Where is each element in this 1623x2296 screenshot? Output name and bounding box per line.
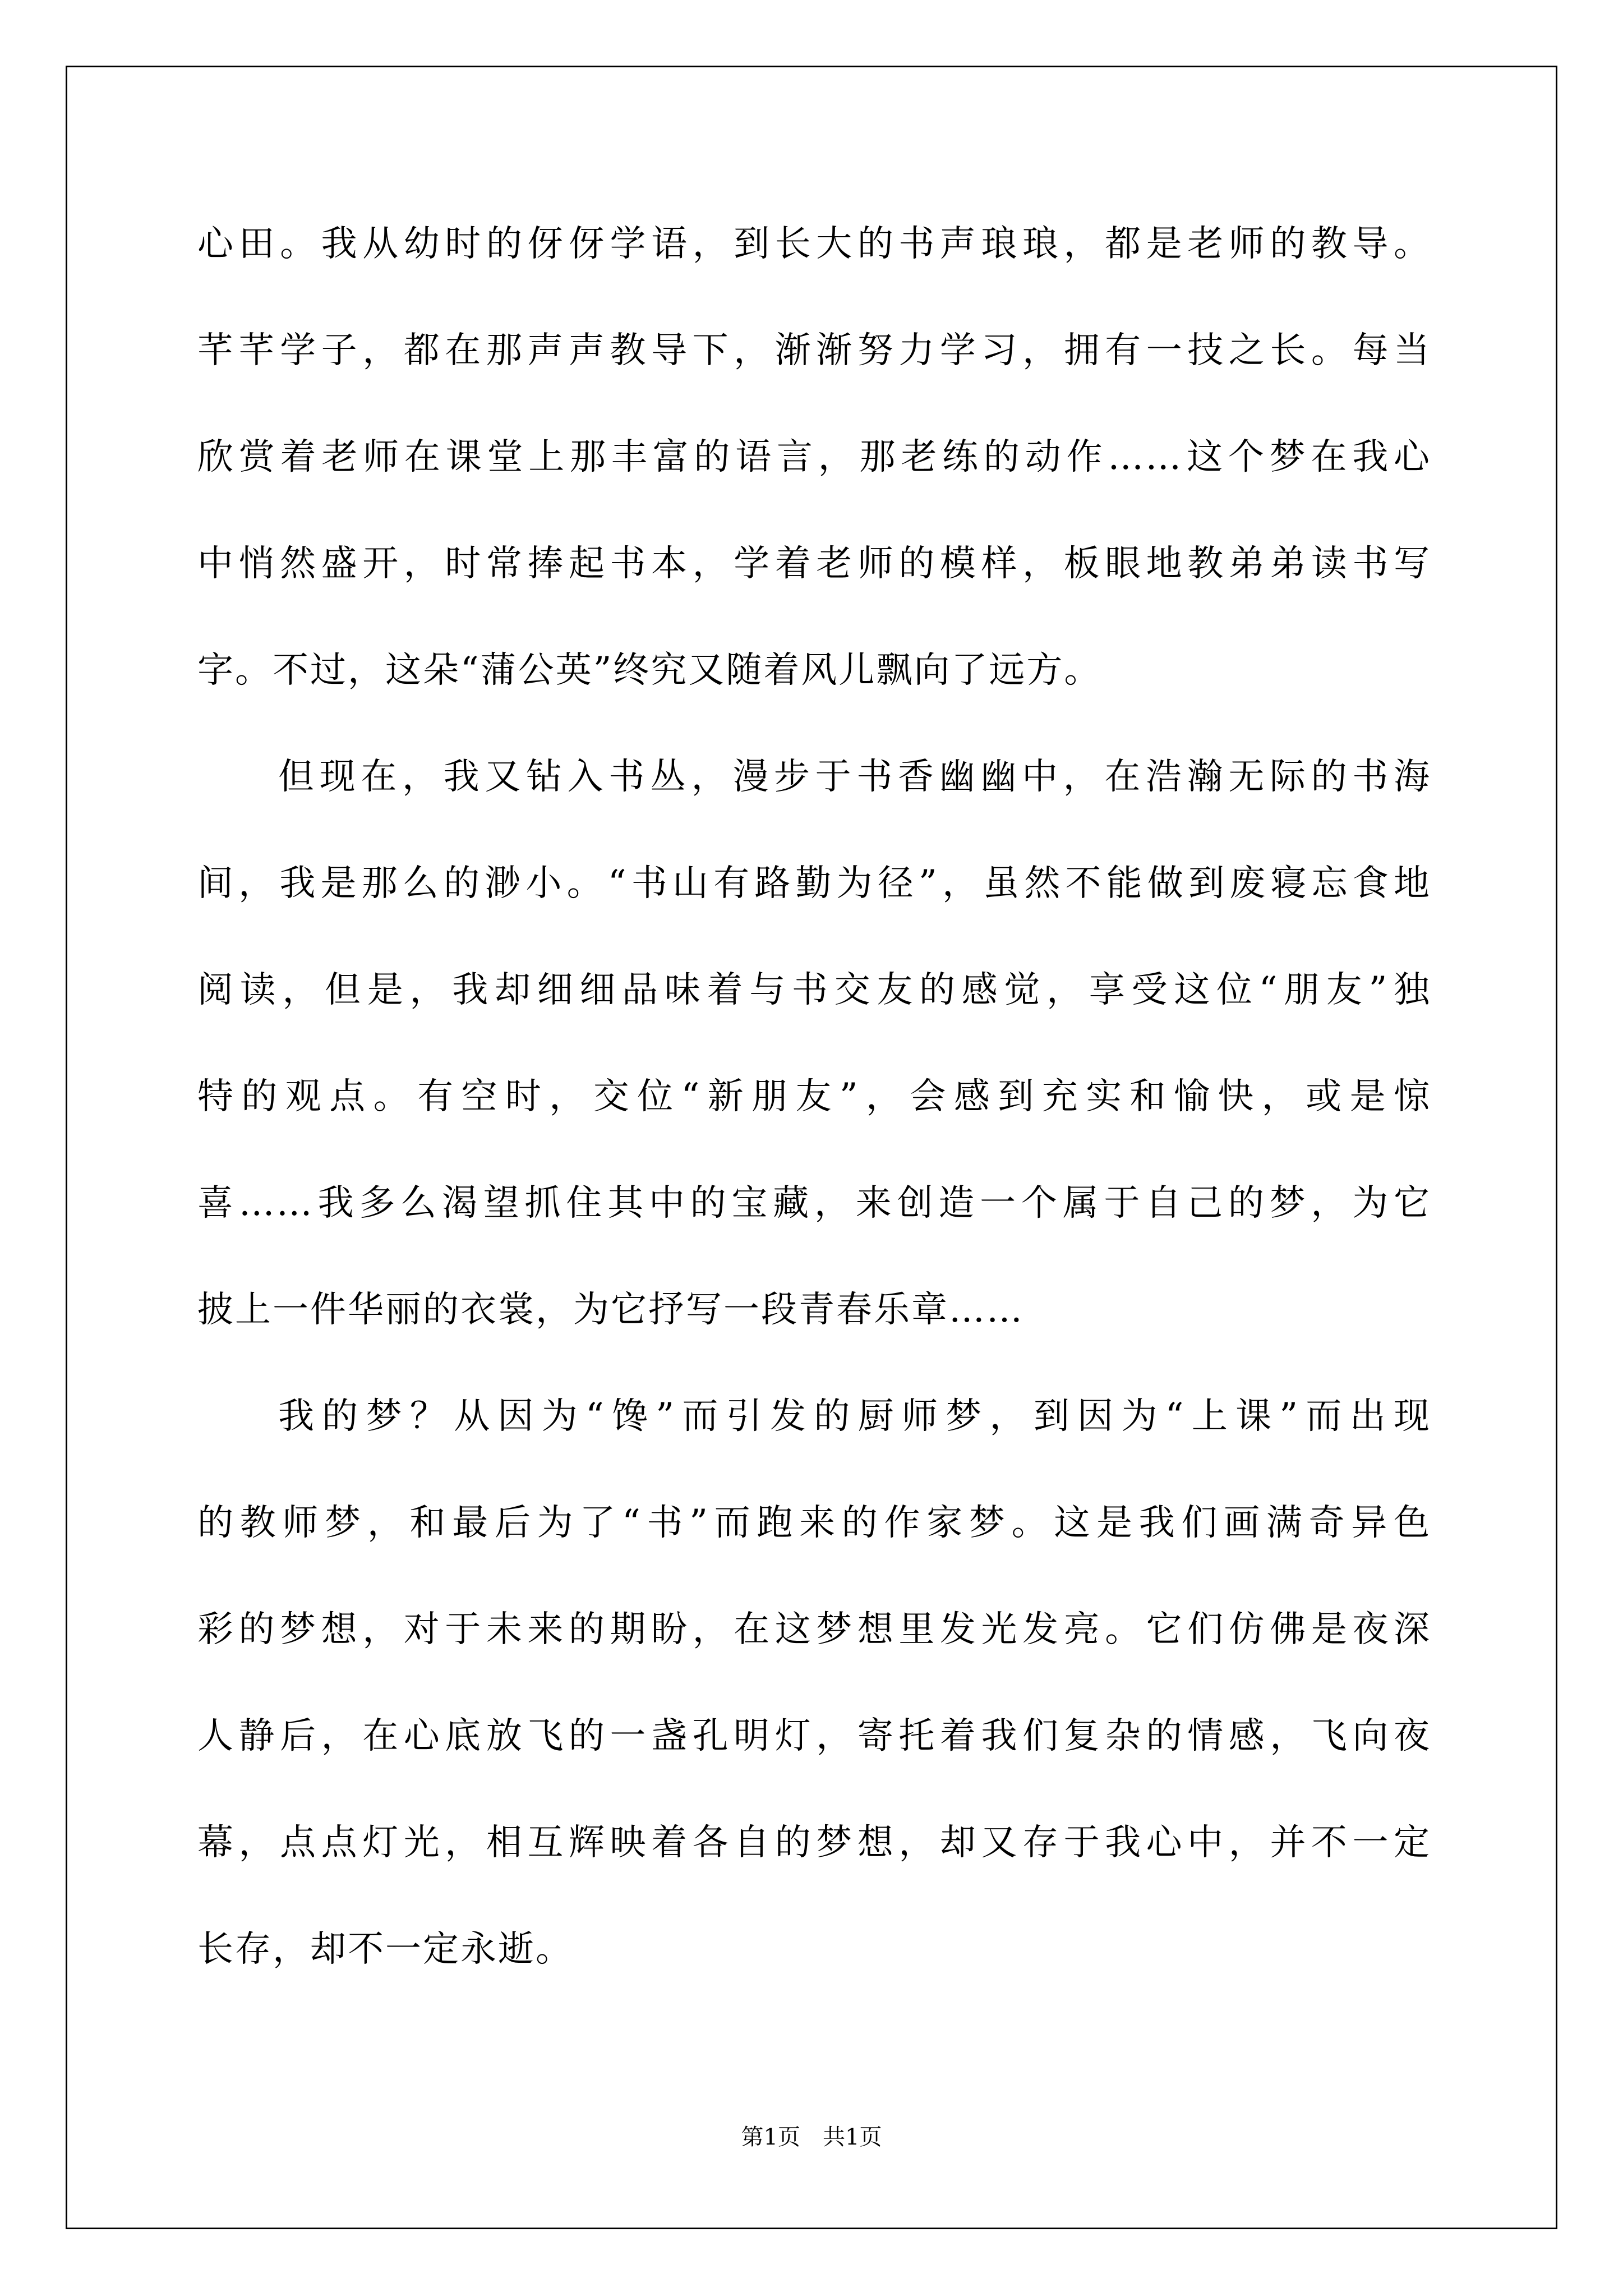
text-line: 间，我是那么的渺小。“书山有路勤为径”，虽然不能做到废寝忘食地	[197, 863, 1431, 904]
text-line: 欣赏着老师在课堂上那丰富的语言，那老练的动作……这个梦在我心	[197, 436, 1431, 478]
text-line: 阅读，但是，我却细细品味着与书交友的感觉，享受这位“朋友”独	[197, 969, 1431, 1011]
text-line: 的教师梦，和最后为了“书”而跑来的作家梦。这是我们画满奇异色	[197, 1502, 1431, 1544]
text-line: 彩的梦想，对于未来的期盼，在这梦想里发光发亮。它们仿佛是夜深	[197, 1609, 1431, 1650]
text-line: 人静后，在心底放飞的一盏孔明灯，寄托着我们复杂的情感，飞向夜	[197, 1715, 1431, 1757]
document-body	[197, 191, 1431, 2003]
text-line: 心田。我从幼时的伢伢学语，到长大的书声琅琅，都是老师的教导。	[197, 223, 1431, 265]
text-line: 幕，点点灯光，相互辉映着各自的梦想，却又存于我心中，并不一定	[197, 1822, 1431, 1864]
text-line: 字。不过，这朵“蒲公英”终究又随着风儿飘向了远方。	[197, 650, 1102, 691]
text-line: 披上一件华丽的衣裳，为它抒写一段青春乐章……	[197, 1289, 1024, 1331]
text-line: 我的梦？从因为“馋”而引发的厨师梦，到因为“上课”而出现	[278, 1396, 1431, 1437]
page-number-footer: 第1页 共1页	[741, 2124, 882, 2150]
text-line: 中悄然盛开，时常捧起书本，学着老师的模样，板眼地教弟弟读书写	[197, 543, 1431, 585]
text-line: 特的观点。有空时，交位“新朋友”，会感到充实和愉快，或是惊	[197, 1076, 1431, 1117]
text-line: 喜……我多么渴望抓住其中的宝藏，来创造一个属于自己的梦，为它	[197, 1182, 1431, 1224]
text-line: 但现在，我又钻入书丛，漫步于书香幽幽中，在浩瀚无际的书海	[278, 756, 1431, 798]
text-line: 长存，却不一定永逝。	[197, 1929, 573, 1970]
text-line: 芊芊学子，都在那声声教导下，渐渐努力学习，拥有一技之长。每当	[197, 330, 1431, 371]
